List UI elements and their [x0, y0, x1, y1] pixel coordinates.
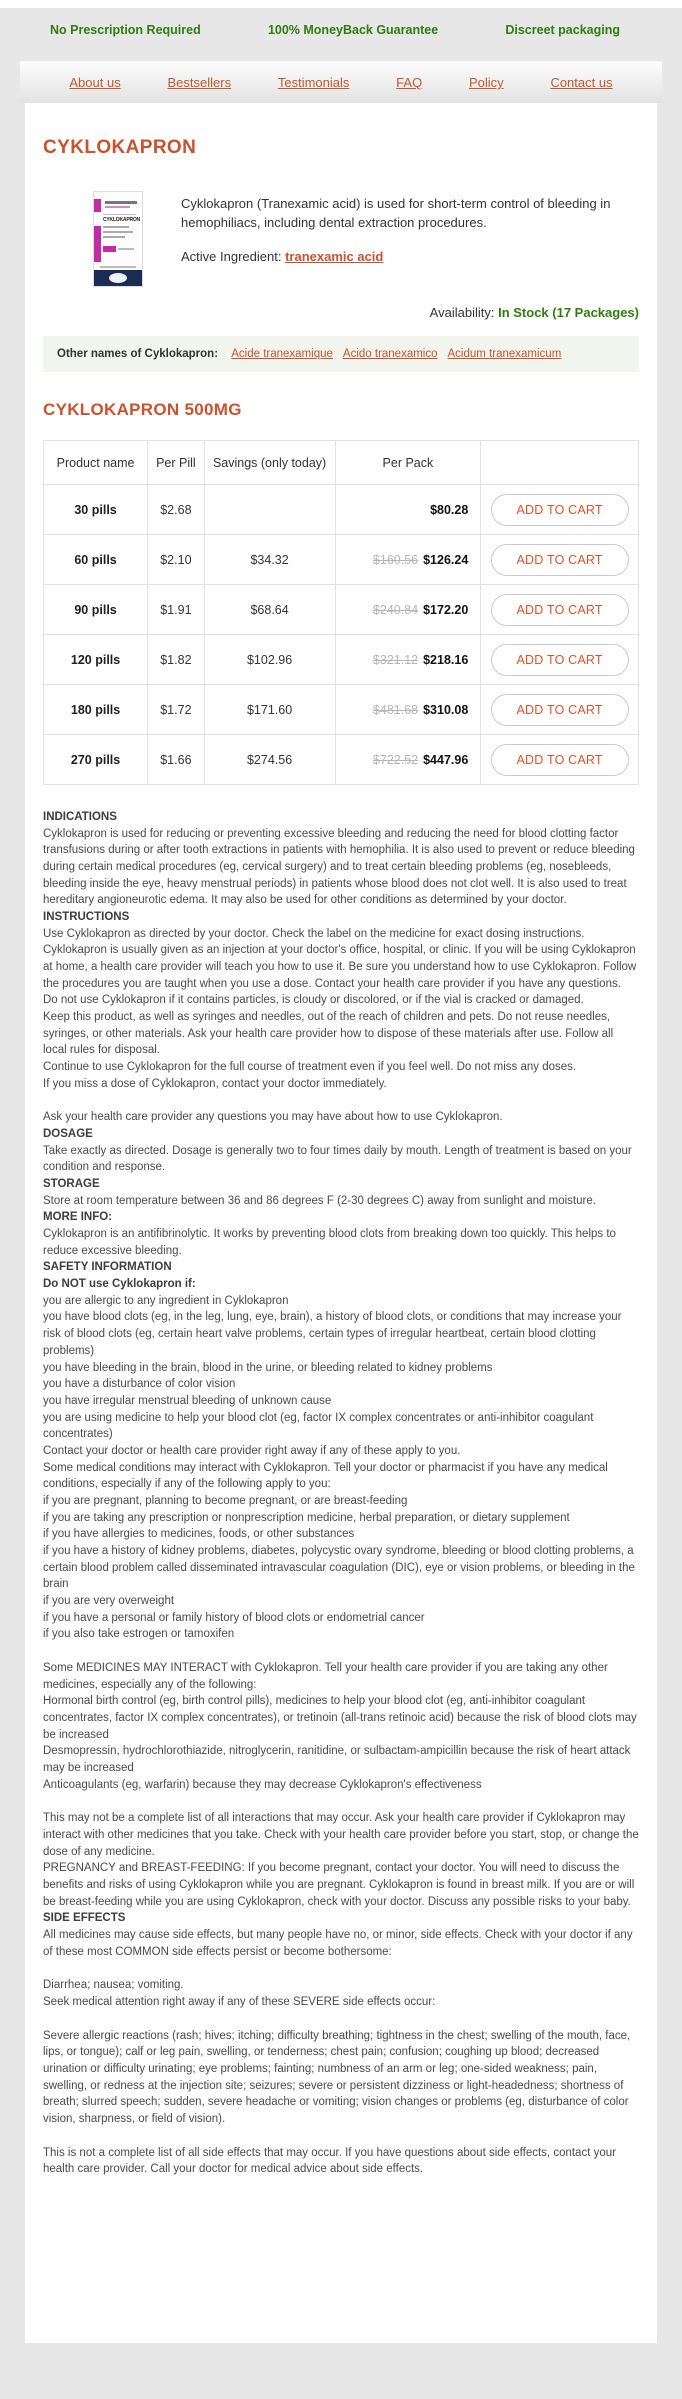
info-block: Seek medical attention right away if any of these SEVERE side effects occur:	[43, 1996, 436, 2009]
info-block: you have blood clots (eg, in the leg, lung, eye, brain), a history of blood clots, or conditions that may increase your risk of blood clots (eg, certain heart valve problems, certain types of irregular heartbeat, certain blood clotting problems)	[43, 1311, 622, 1357]
col-cart	[481, 441, 639, 485]
info-block: if you are very overweight	[43, 1594, 175, 1607]
info-block: Cyklokapron is an antifibrinolytic. It works by preventing blood clots from breaking down too quickly. This helps to reduce excessive bleeding.	[43, 1228, 616, 1257]
cell-savings: $68.64	[204, 585, 335, 635]
cell-product-name: 30 pills	[44, 485, 148, 535]
cell-per-pill: $2.68	[148, 485, 205, 535]
package-text-line	[105, 201, 137, 204]
cell-per-pack	[335, 735, 481, 785]
info-block: INDICATIONS	[43, 811, 117, 823]
other-name-link[interactable]: Acide tranexamique	[231, 348, 333, 360]
availability-line	[43, 305, 639, 320]
other-name-link[interactable]: Acidum tranexamicum	[447, 348, 562, 360]
cell-product-name: 90 pills	[44, 585, 148, 635]
cell-add-to-cart	[481, 735, 639, 785]
usp-item: No Prescription Required	[50, 23, 201, 37]
info-block: MORE INFO:	[43, 1211, 112, 1224]
info-block: INSTRUCTIONS	[43, 911, 130, 924]
current-price: $80.28	[430, 502, 469, 517]
current-price: $447.96	[423, 752, 469, 767]
info-block: you have a disturbance of color vision	[43, 1378, 236, 1391]
product-description-block	[181, 191, 621, 295]
add-to-cart-button[interactable]: ADD TO CART	[491, 594, 629, 626]
info-block: Store at room temperature between 36 and 86 degrees F (2-30 degrees C) away from sunlight and moisture.	[43, 1194, 596, 1207]
pfizer-oval-logo	[109, 273, 127, 283]
usp-item: Discreet packaging	[505, 23, 620, 37]
info-block: you are using medicine to help your blood clot (eg, factor IX complex concentrates or anti-inhibitor coagulant concentrates)	[43, 1411, 594, 1441]
info-block: PREGNANCY and BREAST-FEEDING: If you become pregnant, contact your doctor. You will need to discuss the benefits and risks of using Cyklokapron while you are pregnant. Cyklokapron is found in breast milk. If you are or will be breast-feeding while you are using Cyklokapron, check with your doctor. Discuss any possible risks to your baby.	[43, 1862, 635, 1908]
add-to-cart-button[interactable]: ADD TO CART	[491, 644, 629, 676]
cell-savings: $171.60	[204, 685, 335, 735]
info-block: If you miss a dose of Cyklokapron, contact your doctor immediately.	[43, 1077, 387, 1090]
package-text-line	[103, 231, 133, 233]
product-description: Cyklokapron (Tranexamic acid) is used for short-term control of bleeding in hemophiliacs, including dental extraction procedures.	[181, 196, 611, 230]
cell-per-pill: $1.66	[148, 735, 205, 785]
col-per-pack: Per Pack	[335, 441, 481, 485]
pricing-row	[44, 535, 639, 585]
nav-link[interactable]: Testimonials	[277, 75, 350, 90]
pricing-heading: CYKLOKAPRON 500MG	[43, 400, 242, 419]
nav-link[interactable]: Contact us	[550, 75, 613, 90]
cell-per-pill: $1.82	[148, 635, 205, 685]
info-block: you have irregular menstrual bleeding of unknown cause	[43, 1394, 332, 1407]
info-block: Ask your health care provider any questions you may have about how to use Cyklokapron.	[43, 1111, 503, 1124]
add-to-cart-button[interactable]: ADD TO CART	[491, 544, 629, 576]
cell-per-pack	[335, 635, 481, 685]
cell-per-pack	[335, 585, 481, 635]
info-block: This may not be a complete list of all interactions that may occur. Ask your health care provider if Cyklokapron may interact with other medicines that you take. Check with your health care provider before you start, stop, or change the dose of any medicine.	[43, 1812, 639, 1858]
pricing-row	[44, 585, 639, 635]
info-block: if you have allergies to medicines, foods, or other substances	[43, 1528, 355, 1541]
other-name-link[interactable]: Acido tranexamico	[342, 348, 438, 360]
current-price: $310.08	[423, 702, 469, 717]
top-banner	[0, 8, 682, 103]
cell-product-name: 270 pills	[44, 735, 148, 785]
pricing-row	[44, 685, 639, 735]
cell-add-to-cart	[481, 635, 639, 685]
info-block: if you are pregnant, planning to become pregnant, or are breast-feeding	[43, 1494, 408, 1507]
cell-per-pack	[335, 535, 481, 585]
info-block: Cyklokapron is used for reducing or preventing excessive bleeding and reducing the need for blood clotting factor transfusions during or after tooth extractions in patients with hemophilia. It is also used to prevent or reduce bleeding during certain medical procedures (eg, cervical surgery) and to treat certain bleeding problems (eg, nosebleeds, bleeding inside the eye, heavy menstrual periods) in patients whose blood does not clot well. It is also used to treat hereditary angioneurotic edema. It may also be used for other conditions as determined by your doctor.	[43, 827, 635, 907]
info-block: Desmopressin, hydrochlorothiazide, nitroglycerin, ranitidine, or sulbactam-ampicillin because the risk of heart attack may be increased	[43, 1745, 631, 1774]
info-block: Severe allergic reactions (rash; hives; itching; difficulty breathing; tightness in the chest; swelling of the mouth, face, lips, or tongue); calf or leg pain, swelling, or tenderness; chest pain; confusion; coughing up blood; decreased urination or difficulty urinating; eye problems; fainting; numbness of an arm or leg; one-sided weakness; pain, swelling, or redness at the injection site; seizures; severe or persistent dizziness or light-headedness; shortness of breath; slurred speech; sudden, severe headache or vomiting; vision changes or problems (eg, disturbance of color vision, sharpness, or field of vision).	[43, 2029, 631, 2126]
cell-product-name: 120 pills	[44, 635, 148, 685]
product-package-image	[93, 191, 143, 287]
info-block: Continue to use Cyklokapron for the full course of treatment even if you feel well. Do not miss any doses.	[43, 1061, 577, 1074]
info-block: you have bleeding in the brain, blood in the urine, or bleeding related to kidney problems	[43, 1361, 493, 1374]
current-price: $126.24	[423, 552, 469, 567]
product-title: CYKLOKAPRON	[43, 137, 197, 158]
info-block: This is not a complete list of all side effects that may occur. If you have questions about side effects, contact your health care provider. Call your doctor for medical advice about side effects.	[43, 2146, 616, 2176]
nav-link[interactable]: About us	[69, 75, 121, 90]
info-block: if you are taking any prescription or nonprescription medicine, herbal preparation, or dietary supplement	[43, 1511, 570, 1524]
package-text-line	[103, 214, 136, 215]
info-block: DOSAGE	[43, 1128, 93, 1141]
old-price: $321.12	[372, 652, 419, 667]
col-savings: Savings (only today)	[204, 441, 335, 485]
info-block: Do not use Cyklokapron if it contains particles, is cloudy or discolored, or if the vial is cracked or damaged.	[43, 994, 584, 1007]
cell-savings: $274.56	[204, 735, 335, 785]
info-block: Use Cyklokapron as directed by your doctor. Check the label on the medicine for exact dosing instructions.	[43, 927, 585, 940]
pricing-table	[43, 440, 639, 785]
old-price: $240.84	[372, 602, 419, 617]
pricing-row	[44, 485, 639, 535]
cell-savings: $34.32	[204, 535, 335, 585]
availability-value: In Stock (17 Packages)	[498, 305, 639, 320]
cell-savings	[204, 485, 335, 535]
cell-per-pack	[335, 685, 481, 735]
other-names-label: Other names of Cyklokapron:	[57, 348, 219, 360]
cell-per-pack	[335, 485, 481, 535]
pricing-row	[44, 635, 639, 685]
add-to-cart-button[interactable]: ADD TO CART	[491, 494, 629, 526]
top-strip	[0, 0, 682, 8]
usp-item: 100% MoneyBack Guarantee	[267, 23, 439, 37]
drug-information	[43, 809, 639, 2178]
package-text-line	[103, 226, 129, 228]
cell-product-name: 180 pills	[44, 685, 148, 735]
old-price: $481.68	[372, 702, 419, 717]
package-magenta-bar	[94, 226, 101, 262]
info-block: you are allergic to any ingredient in Cyklokapron	[43, 1294, 289, 1307]
cell-product-name: 60 pills	[44, 535, 148, 585]
info-block: Take exactly as directed. Dosage is generally two to four times daily by mouth. Length of treatment is based on your condition and response.	[43, 1144, 632, 1174]
info-block: Keep this product, as well as syringes and needles, out of the reach of children and pets. Do not reuse needles, syringes, or other materials. Ask your health care provider how to dispose of these materials after use. Follow all local rules for disposal.	[43, 1011, 614, 1057]
active-ingredient-line	[181, 249, 621, 264]
info-block: Cyklokapron is usually given as an injection at your doctor's office, hospital, or clinic. If you will be using Cyklokapron at home, a health care provider will teach you how to use it. Be sure you understand how to use Cyklokapron. Follow the procedures you are taught when you use a dose. Contact your health care provider if you have any questions.	[43, 944, 637, 990]
cell-per-pill: $1.91	[148, 585, 205, 635]
nav-link[interactable]: Policy	[468, 75, 504, 90]
cell-add-to-cart	[481, 535, 639, 585]
product-media-row	[93, 191, 639, 295]
cell-add-to-cart	[481, 685, 639, 735]
package-brand-label: CYKLOKAPRON	[103, 217, 140, 223]
info-block: Anticoagulants (eg, warfarin) because they may decrease Cyklokapron's effectiveness	[43, 1778, 482, 1791]
main-nav	[20, 61, 662, 103]
cell-per-pill: $2.10	[148, 535, 205, 585]
info-block: Some medical conditions may interact with Cyklokapron. Tell your doctor or pharmacist if you have any medical conditions, especially if any of the following apply to you:	[43, 1461, 608, 1491]
nav-link[interactable]: FAQ	[396, 75, 423, 90]
content-panel	[25, 103, 657, 2343]
pricing-header-row	[44, 441, 639, 485]
package-navy-band	[94, 270, 142, 286]
package-text-line	[100, 266, 136, 268]
package-text-line	[105, 206, 130, 208]
info-block: STORAGE	[43, 1178, 100, 1191]
current-price: $172.20	[423, 602, 469, 617]
add-to-cart-button[interactable]: ADD TO CART	[491, 694, 629, 726]
cell-add-to-cart	[481, 585, 639, 635]
info-block: Hormonal birth control (eg, birth control pills), medicines to help your blood clot (eg, anti-inhibitor coagulant concentrates, factor IX complex concentrates), or tretinoin (all-trans retinoic acid) because the risk of blood clots may be increased	[43, 1695, 637, 1741]
add-to-cart-button[interactable]: ADD TO CART	[491, 744, 629, 776]
package-magenta-chip	[94, 199, 101, 212]
usp-row	[0, 8, 682, 37]
info-block: Diarrhea; nausea; vomiting.	[43, 1979, 184, 1992]
package-text-line	[118, 248, 134, 250]
package-dose-highlight	[103, 246, 116, 252]
package-text-line	[103, 236, 125, 238]
info-block: SIDE EFFECTS	[43, 1912, 126, 1925]
cell-savings: $102.96	[204, 635, 335, 685]
col-per-pill: Per Pill	[148, 441, 205, 485]
other-names-bar	[43, 336, 639, 372]
nav-link[interactable]: Bestsellers	[167, 75, 232, 90]
col-product-name: Product name	[44, 441, 148, 485]
pricing-row	[44, 735, 639, 785]
info-block: Some MEDICINES MAY INTERACT with Cyklokapron. Tell your health care provider if you are taking any other medicines, especially any of the following:	[43, 1661, 608, 1691]
info-block: if you also take estrogen or tamoxifen	[43, 1628, 235, 1641]
info-block: All medicines may cause side effects, but many people have no, or minor, side effects. Check with your doctor if any of these most COMMON side effects persist or become bothersome:	[43, 1929, 633, 1958]
info-block: Contact your doctor or health care provider right away if any of these apply to you.	[43, 1444, 461, 1457]
old-price: $722.52	[372, 752, 419, 767]
active-ingredient-label: Active Ingredient:	[181, 248, 282, 264]
current-price: $218.16	[423, 652, 469, 667]
info-block: if you have a history of kidney problems, diabetes, polycystic ovary syndrome, bleeding or blood clotting problems, a certain blood problem called disseminated intravascular coagulation (DIC), eye or vision problems, or bleeding in the brain	[43, 1544, 635, 1591]
old-price: $160.56	[372, 552, 419, 567]
availability-label: Availability:	[429, 305, 495, 320]
active-ingredient-link[interactable]: tranexamic acid	[285, 248, 384, 264]
info-block: if you have a personal or family history of blood clots or endometrial cancer	[43, 1611, 425, 1624]
cell-per-pill: $1.72	[148, 685, 205, 735]
info-block: Do NOT use Cyklokapron if:	[43, 1278, 196, 1291]
info-block: SAFETY INFORMATION	[43, 1261, 172, 1274]
cell-add-to-cart	[481, 485, 639, 535]
